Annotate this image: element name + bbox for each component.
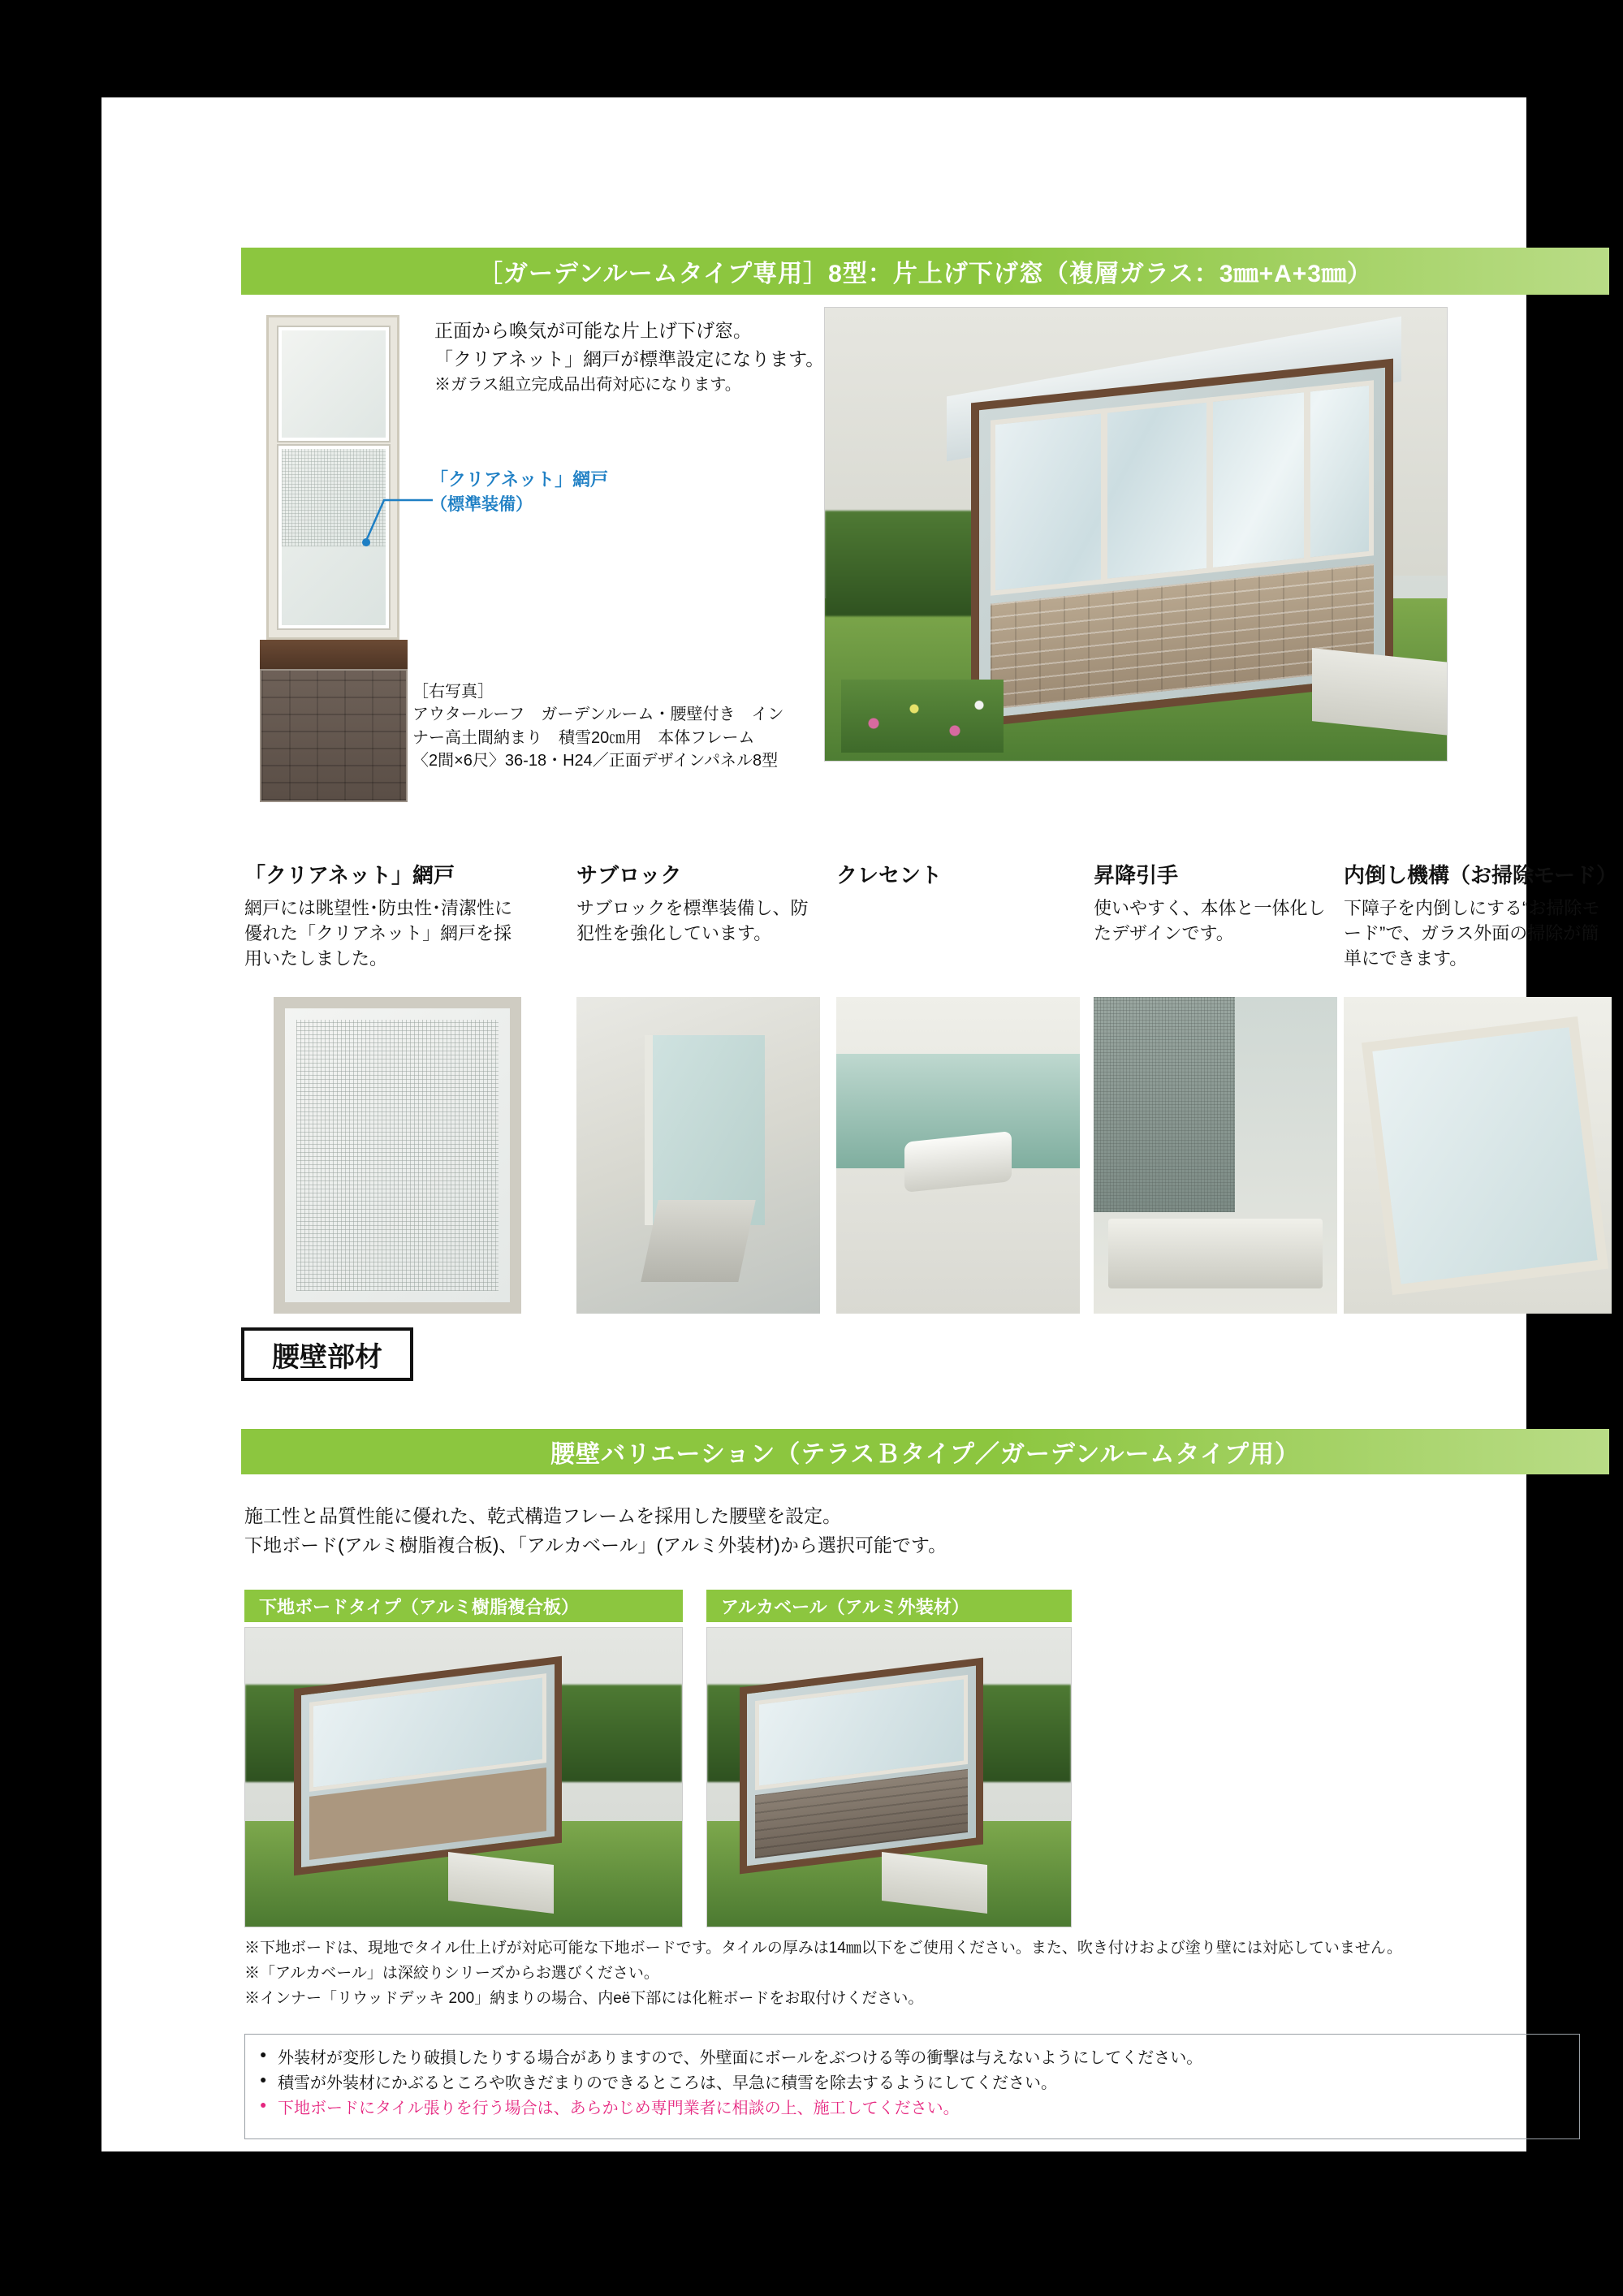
- tilt-in-cleaning-photo: [1344, 997, 1612, 1314]
- feature-desc: 使いやすく、本体と一体化したデザインです。: [1094, 898, 1326, 944]
- feature-clearnet: [244, 859, 524, 972]
- window-diagram: [252, 315, 414, 810]
- callout-sub: （標準装備）: [430, 494, 533, 514]
- catalog-page: [101, 97, 1617, 2151]
- photo-mullion-1: [1101, 408, 1107, 585]
- sill-band: [260, 640, 408, 669]
- feature-desc: 網戸には眺望性･防虫性･清潔性に優れた「クリアネット」網戸を採用いたしました。: [244, 898, 513, 969]
- warning-item-highlighted: ● 下地ボードにタイル張りを行う場合は、あらかじめ専門業者に相談の上、施工してください。: [245, 2096, 1579, 2121]
- callout-label: 「クリアネット」網戸: [430, 469, 609, 490]
- callout-clearnet: [430, 467, 608, 517]
- garden-room-main-photo: [824, 307, 1448, 762]
- intro-line-1: 正面から喚気が可能な片上げ下げ窓。: [434, 320, 752, 341]
- alkabale-type-photo: [706, 1627, 1072, 1927]
- feature-crescent: [836, 859, 1080, 896]
- warning-box: [244, 2034, 1580, 2139]
- footnote-2: ※「アルカベール」は深絞りシリーズからお選びください。: [244, 1964, 659, 1982]
- feature-sublock: [576, 859, 820, 946]
- feature-tilt-in: [1344, 859, 1617, 972]
- sublock-photo: [576, 997, 820, 1314]
- feature-title: サブロック: [576, 863, 682, 887]
- section2-lead: [244, 1502, 1381, 1560]
- lead-line-2: 下地ボード(アルミ樹脂複合板)、「アルカベール」(アルミ外装材)から選択可能です。: [244, 1534, 947, 1556]
- lift-handle-photo: [1094, 997, 1337, 1314]
- feature-title: 内倒し機構（お掃除モード）: [1344, 863, 1617, 887]
- warning-item: ● 外装材が変形したり破損したりする場合がありますので、外壁面にボールをぶつける等の衝撃は与えないようにしてください。: [245, 2046, 1579, 2071]
- caption-line-2: アウタールーフ ガーデンルーム・腰壁付き イン: [412, 706, 784, 724]
- footnotes: [244, 1936, 1560, 2011]
- upper-sash: [278, 327, 389, 441]
- photo-mullion-3: [1304, 386, 1310, 563]
- caption-line-4: 〈2間×6尺〉36-18・H24／正面デザインパネル8型: [412, 752, 779, 770]
- clearnet-screen-illustration: [282, 449, 386, 546]
- panel-caption-base-board: 下地ボードタイプ（アルミ樹脂複合板）: [244, 1590, 683, 1622]
- intro-line-3: ※ガラス組立完成品出荷対応になります。: [434, 376, 741, 394]
- photo-flowerbed: [841, 680, 1004, 753]
- panel-caption-alkabale: アルカベール（アルミ外装材）: [706, 1590, 1072, 1622]
- feature-lift-handle: [1094, 859, 1329, 946]
- section-title-box: 腰壁部材: [241, 1327, 413, 1381]
- feature-desc: 下障子を内倒しにする“お掃除モード”で、ガラス外面の掃除が簡単にできます。: [1344, 898, 1600, 969]
- footnote-1: ※下地ボードは、現地でタイル仕上げが対応可能な下地ボードです。タイルの厚みは14㎜以下をご使用ください。また、吹き付けおよび塗り壁には対応していません。: [244, 1940, 1402, 1957]
- clearnet-screen-photo: [274, 997, 521, 1314]
- intro-line-2: 「クリアネット」網戸が標準設定になります。: [434, 347, 825, 369]
- section-header-wainscot: 腰壁バリエーション（テラスＢタイプ／ガーデンルームタイプ用）: [241, 1429, 1609, 1474]
- feature-title: クレセント: [836, 863, 943, 887]
- window-frame: [266, 315, 399, 640]
- feature-desc: サブロックを標準装備し、防犯性を強化しています。: [576, 898, 809, 944]
- photo-mullion-2: [1206, 397, 1213, 573]
- crescent-lock-photo: [836, 997, 1080, 1314]
- footnote-3: ※インナー「リウッドデッキ 200」納まりの場合、内её下部には化粧ボードをお取付けください。: [244, 1989, 924, 2007]
- lead-line-1: 施工性と品質性能に優れた、乾式構造フレームを採用した腰壁を設定。: [244, 1505, 842, 1526]
- intro-text: [434, 317, 889, 397]
- panel-garden-room: [740, 1658, 983, 1875]
- wainscot-brick: [260, 669, 408, 802]
- section-header-window: ［ガーデンルームタイプ専用］8型：片上げ下げ窓（複層ガラス：3㎜+A+3㎜）: [241, 248, 1609, 295]
- main-photo-caption: [412, 680, 835, 773]
- feature-title: 「クリアネット」網戸: [244, 863, 455, 887]
- warning-item: ● 積雪が外装材にかぶるところや吹きだまりのできるところは、早急に積雪を除去するようにしてください。: [245, 2071, 1579, 2096]
- feature-title: 昇降引手: [1094, 863, 1179, 887]
- photo-glass: [991, 380, 1374, 596]
- caption-line-3: ナー高土間納まり 積雪20㎝用 本体フレーム: [412, 728, 755, 747]
- caption-line-1: ［右写真］: [412, 683, 494, 701]
- base-board-type-photo: [244, 1627, 683, 1927]
- panel-garden-room: [294, 1656, 562, 1876]
- photo-step: [1312, 648, 1448, 736]
